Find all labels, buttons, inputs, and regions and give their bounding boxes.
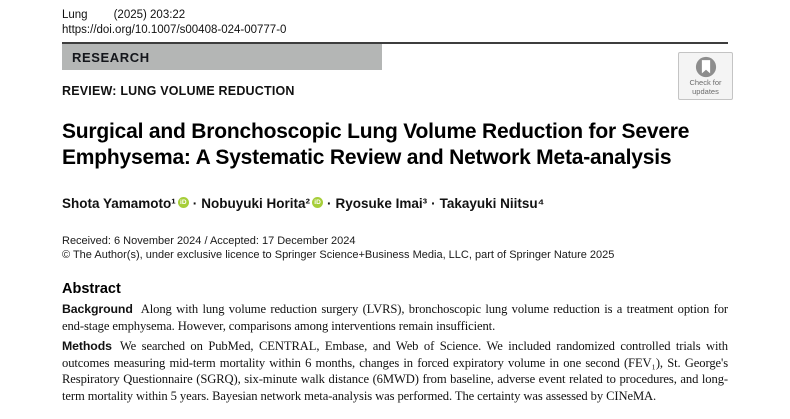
abstract-background-paragraph xyxy=(62,301,728,334)
orcid-icon-label: iD xyxy=(314,199,321,206)
abstract-heading: Abstract xyxy=(62,281,121,297)
abstract-methods-paragraph xyxy=(62,338,728,404)
check-for-updates-label-line2: updates xyxy=(692,86,719,96)
author-separator: · xyxy=(431,196,436,211)
check-for-updates-button[interactable] xyxy=(678,52,733,100)
article-meta xyxy=(62,234,728,262)
section-bar-label: RESEARCH xyxy=(72,49,150,65)
author-1-name: Shota Yamamoto xyxy=(62,196,172,211)
author-2 xyxy=(201,196,323,211)
author-4-name: Takayuki Niitsu xyxy=(439,196,538,211)
orcid-icon-label: iD xyxy=(180,199,187,206)
abstract-section xyxy=(62,281,728,405)
abstract-background-text: Along with lung volume reduction surgery (LVRS), bronchoscopic lung volume reduction is a treatment option for end-stage emphysema. However, comparisons among interventions remain insufficient. xyxy=(62,302,728,333)
author-4 xyxy=(440,196,545,211)
author-3-affiliation-sup: ³ xyxy=(422,196,428,211)
author-line xyxy=(62,196,728,211)
check-for-updates-label-line1: Check for xyxy=(689,78,722,87)
received-accepted-line: Received: 6 November 2024 / Accepted: 17 December 2024 xyxy=(62,235,356,247)
author-separator: · xyxy=(192,196,198,211)
article-title xyxy=(62,119,728,171)
doi-link[interactable]: https://doi.org/10.1007/s00408-024-00777-0 xyxy=(62,24,287,36)
journal-header xyxy=(62,0,728,38)
abstract-background-label: Background xyxy=(62,302,133,316)
article-category: REVIEW: LUNG VOLUME REDUCTION xyxy=(62,84,295,98)
author-4-affiliation-sup: ⁴ xyxy=(537,196,545,211)
journal-citation-line xyxy=(62,8,728,23)
page-content xyxy=(62,0,728,405)
author-3 xyxy=(336,196,428,211)
author-1 xyxy=(62,196,189,211)
section-bar xyxy=(62,44,382,70)
author-2-name: Nobuyuki Horita xyxy=(201,196,306,211)
abstract-methods-text: We searched on PubMed, CENTRAL, Embase, and Web of Science. We included randomized controlled trials with outcomes measuring mid-term mortality within 6 months, changes in forced expiratory volume in one second (FEV₁), St. George's Respiratory Questionnaire (SGRQ), six-minute walk distance (6MWD) from baseline, adverse event related to procedures, and long-term mortality within 5 years. Bayesian network meta-analysis was performed. The certainty was assessed by CINeMA. xyxy=(62,339,728,403)
author-1-affiliation-sup: ¹ xyxy=(171,196,176,211)
check-for-updates-label xyxy=(689,79,721,96)
article-title-line1: Surgical and Bronchoscopic Lung Volume Reduction for Severe xyxy=(62,120,690,143)
author-2-affiliation-sup: ² xyxy=(305,196,311,211)
orcid-icon[interactable] xyxy=(312,197,323,208)
author-separator: · xyxy=(327,196,332,211)
author-3-name: Ryosuke Imai xyxy=(335,196,423,211)
crossmark-bookmark-icon xyxy=(695,56,717,78)
journal-name: Lung xyxy=(62,9,88,21)
copyright-line: © The Author(s), under exclusive licence to Springer Science+Business Media, LLC, part of Springer Nature 2025 xyxy=(62,249,615,261)
orcid-icon[interactable] xyxy=(178,197,189,208)
abstract-methods-label: Methods xyxy=(62,339,112,354)
article-title-line2: Emphysema: A Systematic Review and Network Meta-analysis xyxy=(62,146,672,169)
journal-citation: (2025) 203:22 xyxy=(113,9,186,21)
